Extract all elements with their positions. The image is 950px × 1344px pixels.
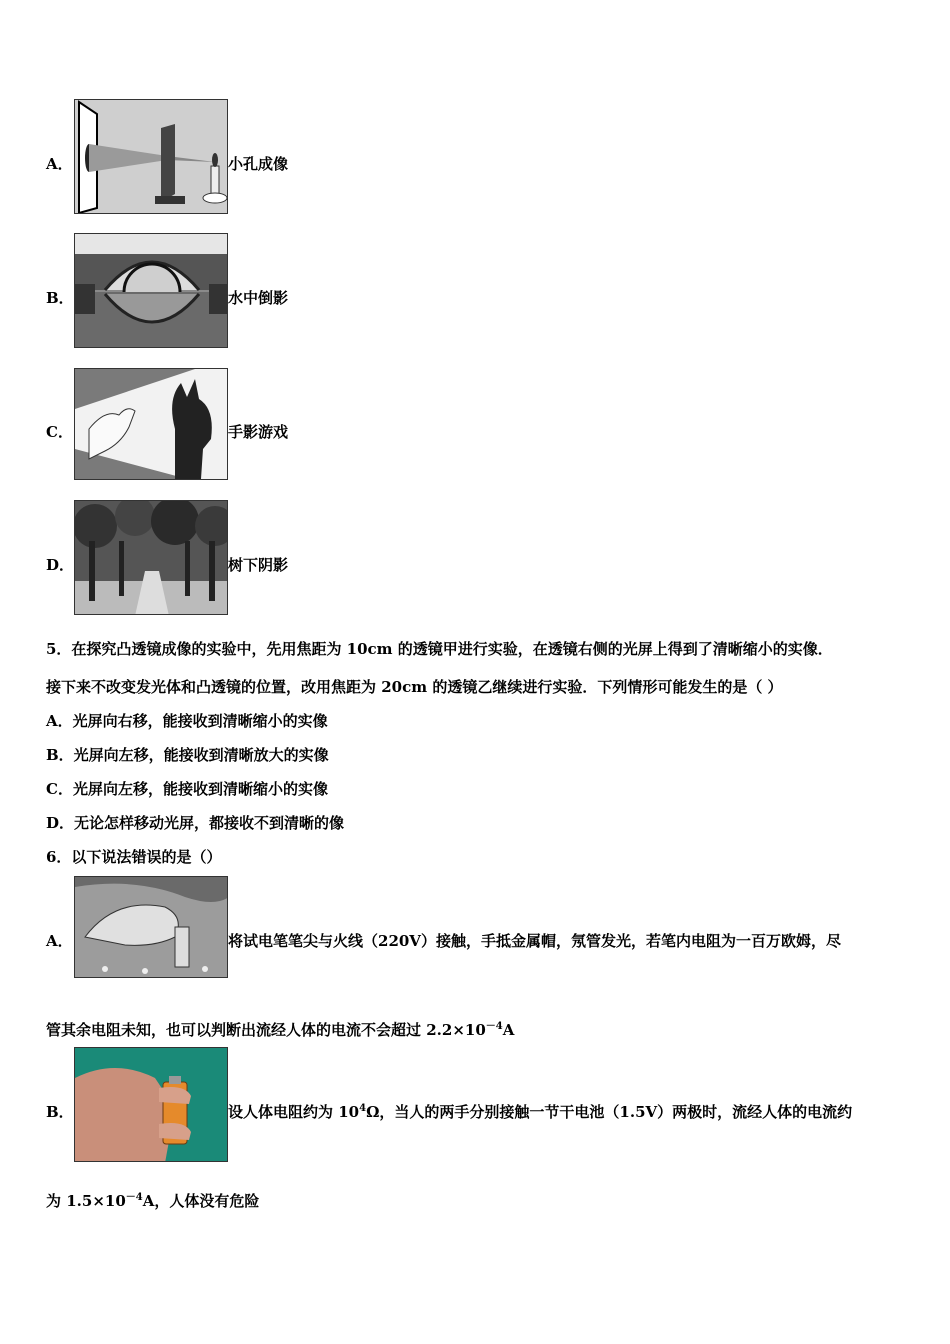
- q5-option-b: B．光屏向左移，能接收到清晰放大的实像: [46, 746, 329, 764]
- option-d-label: D．: [46, 556, 75, 574]
- option-a-label: A．: [46, 155, 73, 173]
- q6-option-a-text-line2: 管其余电阻未知，也可以判断出流经人体的电流不会超过 $2.2\times 10^{-4}A$: [46, 1021, 515, 1039]
- q6-option-a-text-line1: 将试电笔笔尖与火线（220V）接触，手抵金属帽，氖管发光，若笔内电阻为一百万欧姆，尽: [228, 932, 841, 950]
- q6-option-b-text-line2: 为 $1.5\times 10^{-4}A$，人体没有危险: [46, 1192, 260, 1210]
- bridge-reflection-image: [74, 233, 228, 348]
- option-a-caption: 小孔成像: [228, 155, 289, 173]
- q5-option-a: A．光屏向右移，能接收到清晰缩小的实像: [46, 712, 328, 730]
- q6-option-b-text-line1: 设人体电阻约为 $10^4\Omega$，当人的两手分别接触一节干电池（1.5V）两极时，流经人体的电流约: [228, 1103, 853, 1121]
- option-b-caption: 水中倒影: [228, 289, 289, 307]
- option-c-caption: 手影游戏: [228, 423, 289, 441]
- pinhole-camera-image: [74, 99, 228, 214]
- q5-stem-line2: 接下来不改变发光体和凸透镜的位置，改用焦距为 20cm 的透镜乙继续进行实验．下列情形可能发生的是（ ）: [46, 678, 783, 696]
- q5-stem-line1: 5．在探究凸透镜成像的实验中，先用焦距为 10cm 的透镜甲进行实验，在透镜右侧的光屏上得到了清晰缩小的实像．: [46, 640, 833, 658]
- hand-shadow-image: [74, 368, 228, 480]
- option-c-label: C．: [46, 423, 73, 441]
- test-pen-image: [74, 876, 228, 978]
- q6-stem: 6．以下说法错误的是（）: [46, 848, 222, 866]
- q6-option-b-label: B．: [46, 1103, 74, 1121]
- option-b-label: B．: [46, 289, 74, 307]
- q5-option-c: C．光屏向左移，能接收到清晰缩小的实像: [46, 780, 328, 798]
- battery-hand-image: [74, 1047, 228, 1162]
- q6-option-a-label: A．: [46, 932, 73, 950]
- q5-option-d: D．无论怎样移动光屏，都接收不到清晰的像: [46, 814, 345, 832]
- option-d-caption: 树下阴影: [228, 556, 289, 574]
- tree-shade-image: [74, 500, 228, 615]
